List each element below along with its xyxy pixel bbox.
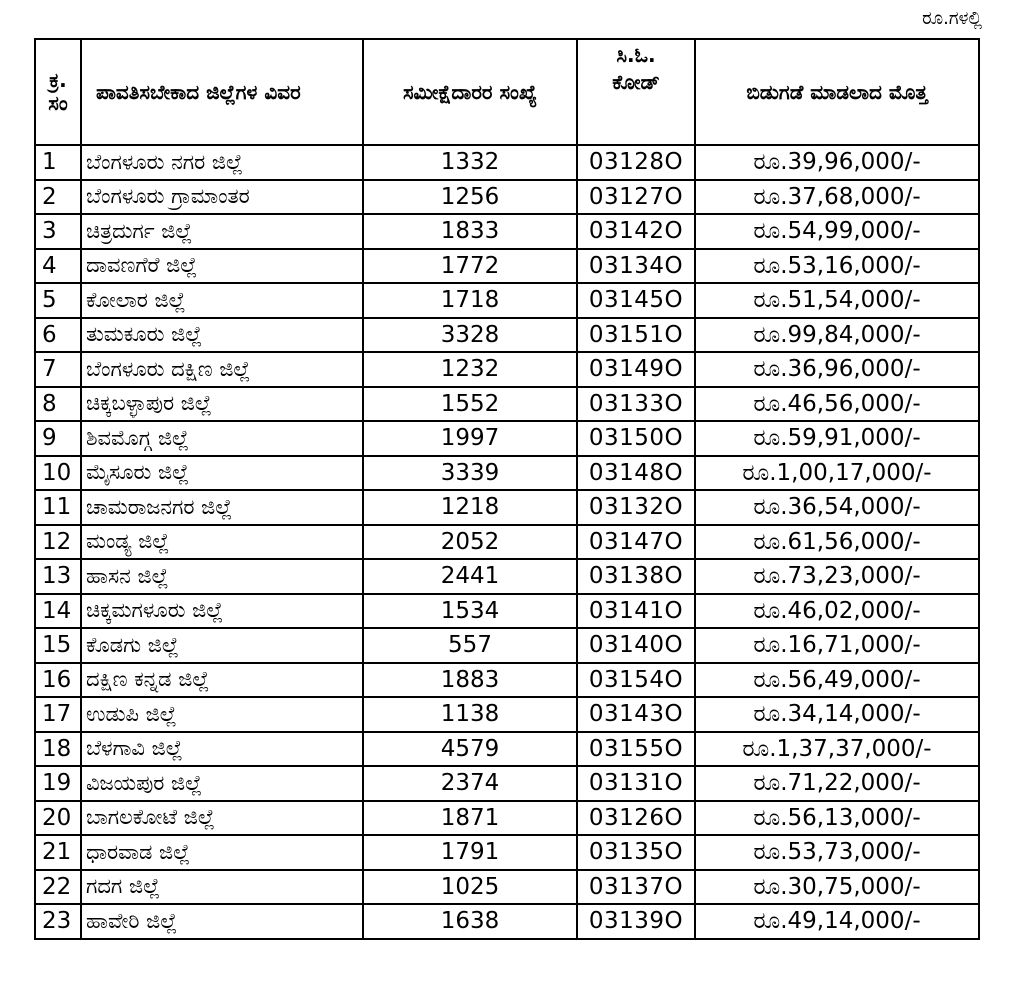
row-co-code: 03151O bbox=[577, 318, 695, 353]
row-released-amount: ರೂ.53,73,000/- bbox=[695, 835, 979, 870]
row-co-code: 03148O bbox=[577, 456, 695, 491]
row-released-amount: ರೂ.34,14,000/- bbox=[695, 697, 979, 732]
row-surveyor-count: 557 bbox=[363, 628, 577, 663]
row-released-amount: ರೂ.39,96,000/- bbox=[695, 145, 979, 180]
row-surveyor-count: 2441 bbox=[363, 559, 577, 594]
row-surveyor-count: 1534 bbox=[363, 594, 577, 629]
row-co-code: 03147O bbox=[577, 525, 695, 560]
row-district-name: ಹಾಸನ ಜಿಲ್ಲೆ bbox=[81, 559, 363, 594]
header-serial-line2: ಸಂ bbox=[48, 91, 68, 115]
row-district-name: ಗದಗ ಜಿಲ್ಲೆ bbox=[81, 870, 363, 905]
row-serial-number: 5 bbox=[35, 283, 81, 318]
row-serial-number: 13 bbox=[35, 559, 81, 594]
table-row bbox=[35, 490, 979, 525]
table-row bbox=[35, 628, 979, 663]
row-surveyor-count: 1871 bbox=[363, 801, 577, 836]
row-co-code: 03141O bbox=[577, 594, 695, 629]
row-released-amount: ರೂ.99,84,000/- bbox=[695, 318, 979, 353]
table-row bbox=[35, 180, 979, 215]
row-released-amount: ರೂ.51,54,000/- bbox=[695, 283, 979, 318]
row-surveyor-count: 1138 bbox=[363, 697, 577, 732]
row-surveyor-count: 1772 bbox=[363, 249, 577, 284]
row-released-amount: ರೂ.71,22,000/- bbox=[695, 766, 979, 801]
row-co-code: 03143O bbox=[577, 697, 695, 732]
row-serial-number: 3 bbox=[35, 214, 81, 249]
row-district-name: ಬಾಗಲಕೋಟೆ ಜಿಲ್ಲೆ bbox=[81, 801, 363, 836]
row-serial-number: 12 bbox=[35, 525, 81, 560]
row-district-name: ದಾವಣಗೆರೆ ಜಿಲ್ಲೆ bbox=[81, 249, 363, 284]
row-co-code: 03128O bbox=[577, 145, 695, 180]
row-co-code: 03126O bbox=[577, 801, 695, 836]
row-serial-number: 22 bbox=[35, 870, 81, 905]
row-serial-number: 18 bbox=[35, 732, 81, 767]
row-district-name: ದಕ್ಷಿಣ ಕನ್ನಡ ಜಿಲ್ಲೆ bbox=[81, 663, 363, 698]
row-released-amount: ರೂ.61,56,000/- bbox=[695, 525, 979, 560]
row-surveyor-count: 1997 bbox=[363, 421, 577, 456]
row-serial-number: 15 bbox=[35, 628, 81, 663]
row-serial-number: 2 bbox=[35, 180, 81, 215]
header-released-amount: ಬಿಡುಗಡೆ ಮಾಡಲಾದ ಮೊತ್ತ bbox=[695, 39, 979, 145]
row-surveyor-count: 1883 bbox=[363, 663, 577, 698]
row-surveyor-count: 1638 bbox=[363, 904, 577, 939]
table-row bbox=[35, 559, 979, 594]
row-serial-number: 17 bbox=[35, 697, 81, 732]
row-surveyor-count: 3328 bbox=[363, 318, 577, 353]
table-row bbox=[35, 214, 979, 249]
row-released-amount: ರೂ.1,00,17,000/- bbox=[695, 456, 979, 491]
row-surveyor-count: 4579 bbox=[363, 732, 577, 767]
header-co-code bbox=[577, 39, 695, 145]
table-row bbox=[35, 318, 979, 353]
row-serial-number: 16 bbox=[35, 663, 81, 698]
row-surveyor-count: 1718 bbox=[363, 283, 577, 318]
row-co-code: 03132O bbox=[577, 490, 695, 525]
row-serial-number: 19 bbox=[35, 766, 81, 801]
table-row bbox=[35, 145, 979, 180]
table-row bbox=[35, 766, 979, 801]
row-co-code: 03145O bbox=[577, 283, 695, 318]
row-co-code: 03134O bbox=[577, 249, 695, 284]
row-released-amount: ರೂ.53,16,000/- bbox=[695, 249, 979, 284]
table-row bbox=[35, 732, 979, 767]
row-released-amount: ರೂ.36,54,000/- bbox=[695, 490, 979, 525]
row-co-code: 03135O bbox=[577, 835, 695, 870]
row-district-name: ಶಿವಮೊಗ್ಗ ಜಿಲ್ಲೆ bbox=[81, 421, 363, 456]
row-district-name: ಉಡುಪಿ ಜಿಲ್ಲೆ bbox=[81, 697, 363, 732]
header-surveyor-count: ಸಮೀಕ್ಷೆದಾರರ ಸಂಖ್ಯೆ bbox=[363, 39, 577, 145]
row-co-code: 03154O bbox=[577, 663, 695, 698]
table-row bbox=[35, 283, 979, 318]
row-district-name: ಕೊಡಗು ಜಿಲ್ಲೆ bbox=[81, 628, 363, 663]
row-surveyor-count: 1791 bbox=[363, 835, 577, 870]
row-co-code: 03127O bbox=[577, 180, 695, 215]
table-row bbox=[35, 870, 979, 905]
district-payment-table bbox=[34, 38, 980, 940]
row-released-amount: ರೂ.54,99,000/- bbox=[695, 214, 979, 249]
table-row bbox=[35, 697, 979, 732]
header-serial-number bbox=[35, 39, 81, 145]
row-co-code: 03150O bbox=[577, 421, 695, 456]
row-serial-number: 23 bbox=[35, 904, 81, 939]
row-district-name: ಬೆಳಗಾವಿ ಜಿಲ್ಲೆ bbox=[81, 732, 363, 767]
row-released-amount: ರೂ.16,71,000/- bbox=[695, 628, 979, 663]
row-district-name: ತುಮಕೂರು ಜಿಲ್ಲೆ bbox=[81, 318, 363, 353]
row-co-code: 03139O bbox=[577, 904, 695, 939]
header-code-line1: ಸಿ.ಓ. bbox=[616, 43, 656, 67]
row-co-code: 03137O bbox=[577, 870, 695, 905]
row-surveyor-count: 1232 bbox=[363, 352, 577, 387]
row-serial-number: 10 bbox=[35, 456, 81, 491]
row-released-amount: ರೂ.56,13,000/- bbox=[695, 801, 979, 836]
row-district-name: ಚಿಕ್ಕಮಗಳೂರು ಜಿಲ್ಲೆ bbox=[81, 594, 363, 629]
row-surveyor-count: 1256 bbox=[363, 180, 577, 215]
table-row bbox=[35, 594, 979, 629]
row-released-amount: ರೂ.46,02,000/- bbox=[695, 594, 979, 629]
row-surveyor-count: 1552 bbox=[363, 387, 577, 422]
row-serial-number: 6 bbox=[35, 318, 81, 353]
table-row bbox=[35, 421, 979, 456]
row-serial-number: 14 bbox=[35, 594, 81, 629]
row-serial-number: 8 bbox=[35, 387, 81, 422]
row-surveyor-count: 3339 bbox=[363, 456, 577, 491]
row-released-amount: ರೂ.30,75,000/- bbox=[695, 870, 979, 905]
row-co-code: 03133O bbox=[577, 387, 695, 422]
unit-note: ರೂ.ಗಳಲ್ಲಿ bbox=[922, 8, 982, 29]
row-co-code: 03155O bbox=[577, 732, 695, 767]
table-row bbox=[35, 835, 979, 870]
row-district-name: ಮೈಸೂರು ಜಿಲ್ಲೆ bbox=[81, 456, 363, 491]
row-released-amount: ರೂ.36,96,000/- bbox=[695, 352, 979, 387]
row-district-name: ಧಾರವಾಡ ಜಿಲ್ಲೆ bbox=[81, 835, 363, 870]
table-row bbox=[35, 456, 979, 491]
row-released-amount: ರೂ.59,91,000/- bbox=[695, 421, 979, 456]
row-co-code: 03138O bbox=[577, 559, 695, 594]
row-released-amount: ರೂ.49,14,000/- bbox=[695, 904, 979, 939]
row-surveyor-count: 1833 bbox=[363, 214, 577, 249]
row-co-code: 03131O bbox=[577, 766, 695, 801]
table-row bbox=[35, 387, 979, 422]
row-serial-number: 1 bbox=[35, 145, 81, 180]
row-district-name: ವಿಜಯಪುರ ಜಿಲ್ಲೆ bbox=[81, 766, 363, 801]
header-district-name: ಪಾವತಿಸಬೇಕಾದ ಜಿಲ್ಲೆಗಳ ವಿವರ bbox=[81, 39, 363, 145]
row-released-amount: ರೂ.1,37,37,000/- bbox=[695, 732, 979, 767]
row-district-name: ಬೆಂಗಳೂರು ನಗರ ಜಿಲ್ಲೆ bbox=[81, 145, 363, 180]
row-district-name: ಚಿಕ್ಕಬಳ್ಳಾಪುರ ಜಿಲ್ಲೆ bbox=[81, 387, 363, 422]
row-surveyor-count: 2052 bbox=[363, 525, 577, 560]
table-row bbox=[35, 249, 979, 284]
header-serial-line1: ಕ್ರ. bbox=[49, 68, 67, 92]
row-serial-number: 21 bbox=[35, 835, 81, 870]
row-surveyor-count: 2374 bbox=[363, 766, 577, 801]
row-district-name: ಬೆಂಗಳೂರು ದಕ್ಷಿಣ ಜಿಲ್ಲೆ bbox=[81, 352, 363, 387]
row-co-code: 03140O bbox=[577, 628, 695, 663]
row-co-code: 03142O bbox=[577, 214, 695, 249]
row-district-name: ಚಿತ್ರದುರ್ಗ ಜಿಲ್ಲೆ bbox=[81, 214, 363, 249]
row-district-name: ಮಂಡ್ಯ ಜಿಲ್ಲೆ bbox=[81, 525, 363, 560]
row-district-name: ಚಾಮರಾಜನಗರ ಜಿಲ್ಲೆ bbox=[81, 490, 363, 525]
row-surveyor-count: 1218 bbox=[363, 490, 577, 525]
row-serial-number: 20 bbox=[35, 801, 81, 836]
row-serial-number: 11 bbox=[35, 490, 81, 525]
header-code-line2: ಕೋಡ್ bbox=[612, 70, 660, 94]
row-serial-number: 4 bbox=[35, 249, 81, 284]
row-district-name: ಹಾವೇರಿ ಜಿಲ್ಲೆ bbox=[81, 904, 363, 939]
row-co-code: 03149O bbox=[577, 352, 695, 387]
header-row bbox=[35, 39, 979, 145]
row-released-amount: ರೂ.56,49,000/- bbox=[695, 663, 979, 698]
table-row bbox=[35, 663, 979, 698]
table-row bbox=[35, 525, 979, 560]
row-district-name: ಕೋಲಾರ ಜಿಲ್ಲೆ bbox=[81, 283, 363, 318]
table-body bbox=[35, 145, 979, 939]
row-surveyor-count: 1332 bbox=[363, 145, 577, 180]
row-released-amount: ರೂ.37,68,000/- bbox=[695, 180, 979, 215]
row-district-name: ಬೆಂಗಳೂರು ಗ್ರಾಮಾಂತರ bbox=[81, 180, 363, 215]
table-header bbox=[35, 39, 979, 145]
table-row bbox=[35, 352, 979, 387]
row-surveyor-count: 1025 bbox=[363, 870, 577, 905]
row-released-amount: ರೂ.46,56,000/- bbox=[695, 387, 979, 422]
row-serial-number: 7 bbox=[35, 352, 81, 387]
table-row bbox=[35, 801, 979, 836]
row-released-amount: ರೂ.73,23,000/- bbox=[695, 559, 979, 594]
table-row bbox=[35, 904, 979, 939]
row-serial-number: 9 bbox=[35, 421, 81, 456]
